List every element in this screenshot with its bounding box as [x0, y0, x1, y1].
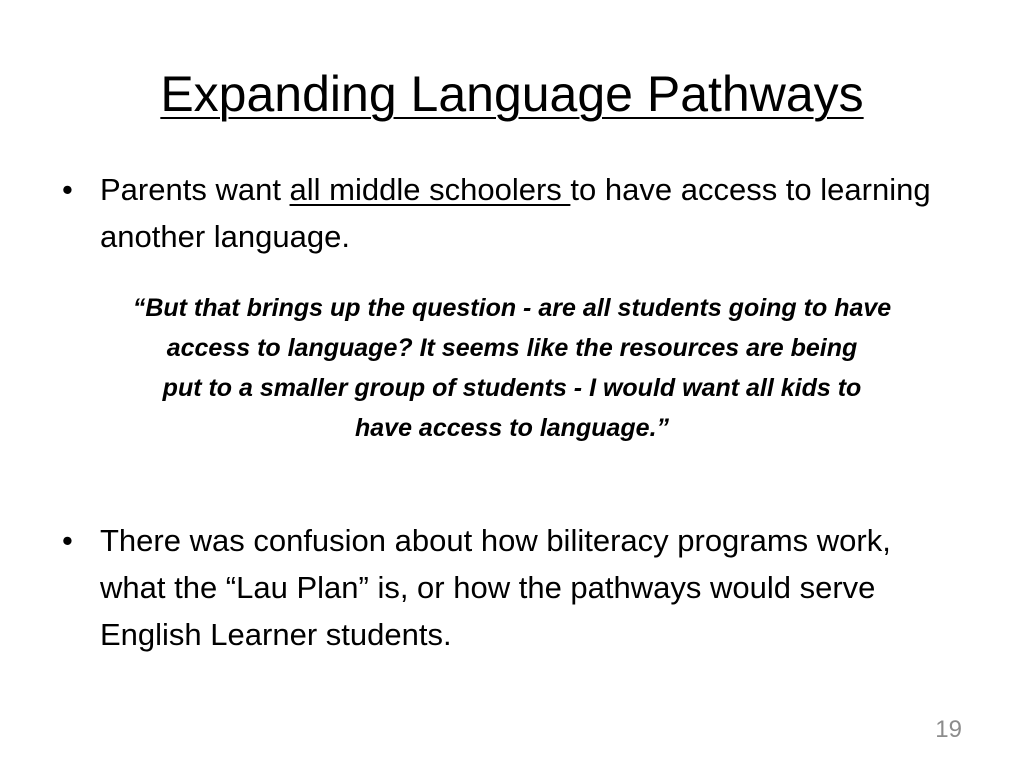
bullet-marker: •: [62, 523, 73, 558]
page-number: 19: [935, 716, 962, 743]
quote-line: access to language? It seems like the resources are being: [166, 334, 858, 362]
quote-line: have access to language.”: [354, 414, 670, 442]
bullet-item-parents: [62, 166, 962, 260]
quote-line: put to a smaller group of students - I would want all kids to: [162, 374, 862, 402]
bullet-text: There was confusion about how biliteracy programs work, what the “Lau Plan” is, or how the pathways would serve English Learner students.: [100, 523, 891, 652]
parent-quote: [56, 288, 968, 448]
quote-line: “But that brings up the question - are all students going to have: [132, 294, 892, 322]
slide-title: Expanding Language Pathways: [160, 66, 864, 122]
bullet-item-confusion: [62, 517, 962, 658]
bullet-text: [100, 166, 962, 260]
bullet-text-end: to have access to learning another language.: [100, 172, 931, 254]
bullet-text-start: Parents want: [100, 172, 290, 207]
bullet-marker: •: [62, 172, 73, 207]
bullet-text-underlined: all middle schoolers: [289, 172, 571, 207]
